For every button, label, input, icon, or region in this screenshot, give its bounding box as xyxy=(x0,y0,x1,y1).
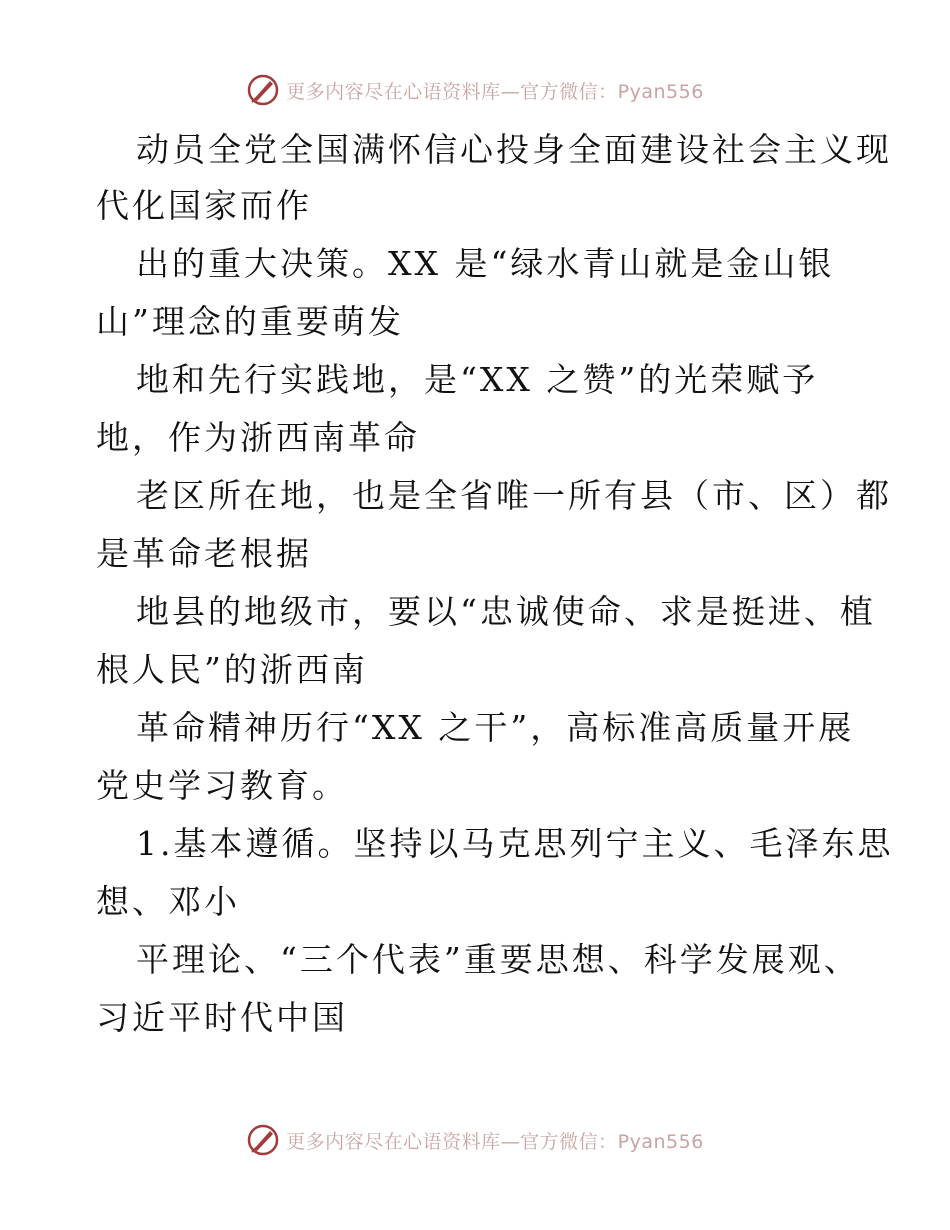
paragraph-line: 老区所在地，也是全省唯一所有县（市、区）都 xyxy=(136,476,892,515)
paragraph-line: 想、邓小 xyxy=(96,882,240,921)
quill-pen-logo-icon xyxy=(246,73,280,107)
paragraph-line: 根人民”的浙西南 xyxy=(96,650,368,689)
paragraph-line: 地和先行实践地，是“XX 之赞”的光荣赋予 xyxy=(136,360,819,399)
paragraph-line: 地，作为浙西南革命 xyxy=(96,418,420,457)
watermark-text: 更多内容尽在心语资料库—官方微信：Pyan556 xyxy=(286,1130,704,1153)
paragraph-line: 出的重大决策。XX 是“绿水青山就是金山银 xyxy=(136,244,835,283)
watermark-text: 更多内容尽在心语资料库—官方微信：Pyan556 xyxy=(286,80,704,103)
paragraph-line: 山”理念的重要萌发 xyxy=(96,302,404,341)
paragraph-line: 动员全党全国满怀信心投身全面建设社会主义现 xyxy=(136,130,892,169)
quill-pen-logo-icon xyxy=(246,1123,280,1157)
paragraph-line: 习近平时代中国 xyxy=(96,998,348,1037)
paragraph-line: 1.基本遵循。坚持以马克思列宁主义、毛泽东思 xyxy=(136,824,894,863)
paragraph-line: 平理论、“三个代表”重要思想、科学发展观、 xyxy=(136,940,860,979)
paragraph-line: 是革命老根据 xyxy=(96,534,312,573)
paragraph-line: 党史学习教育。 xyxy=(96,766,348,805)
footer-watermark xyxy=(0,1120,950,1160)
paragraph-line: 地县的地级市，要以“忠诚使命、求是挺进、植 xyxy=(136,592,876,631)
paragraph-line: 代化国家而作 xyxy=(96,186,312,225)
paragraph-line: 革命精神历行“XX 之干”，高标准高质量开展 xyxy=(136,708,855,747)
header-watermark xyxy=(0,70,950,110)
